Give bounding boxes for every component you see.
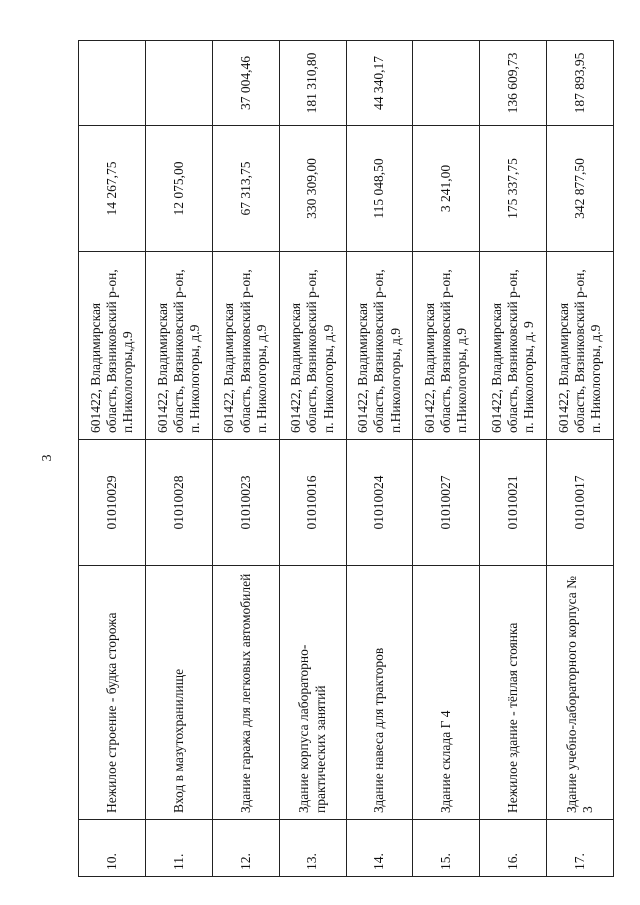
table-row (480, 41, 547, 877)
inventory-number: 01010027 (413, 440, 480, 566)
rotated-table-wrapper (78, 41, 614, 877)
table-row (547, 41, 614, 877)
value-1: 3 241,00 (413, 126, 480, 252)
value-1: 330 309,00 (279, 126, 346, 252)
inventory-number: 01010029 (79, 440, 146, 566)
row-number: 17. (547, 820, 614, 877)
table-row (79, 41, 146, 877)
table-row (346, 41, 413, 877)
object-name: Здание учебно-лабораторного корпуса № 3 (547, 566, 614, 820)
object-name: Нежилое строение - будка сторожа (79, 566, 146, 820)
inventory-number: 01010017 (547, 440, 614, 566)
inventory-number: 01010021 (480, 440, 547, 566)
row-number: 15. (413, 820, 480, 877)
object-name: Здание корпуса лабораторно-практических занятий (279, 566, 346, 820)
object-name: Вход в мазутохранилище (145, 566, 212, 820)
property-table (78, 40, 614, 877)
address: 601422, Владимирская область, Вязниковский р-он, п. Никологоры, д.9 (547, 252, 614, 440)
inventory-number: 01010024 (346, 440, 413, 566)
value-1: 12 075,00 (145, 126, 212, 252)
value-1: 115 048,50 (346, 126, 413, 252)
value-1: 67 313,75 (212, 126, 279, 252)
value-2: 136 609,73 (480, 41, 547, 126)
address: 601422, Владимирская область, Вязниковский р-он, п. Никологоры, д.9 (145, 252, 212, 440)
row-number: 14. (346, 820, 413, 877)
row-number: 11. (145, 820, 212, 877)
value-2: 187 893,95 (547, 41, 614, 126)
address: 601422, Владимирская область, Вязниковский р-он, п. Никологоры, д. 9 (480, 252, 547, 440)
object-name: Здание склада Г 4 (413, 566, 480, 820)
address: 601422, Владимирская область, Вязниковский р-он, п.Никологоры, д.9 (413, 252, 480, 440)
value-1: 342 877,50 (547, 126, 614, 252)
value-2 (413, 41, 480, 126)
row-number: 13. (279, 820, 346, 877)
page-number: 3 (40, 454, 55, 462)
address: 601422, Владимирская область, Вязниковский р-он, п.Никологоры, д.9 (346, 252, 413, 440)
row-number: 10. (79, 820, 146, 877)
value-2: 181 310,80 (279, 41, 346, 126)
table-row (212, 41, 279, 877)
address: 601422, Владимирская область, Вязниковский р-он, п. Никологоры, д.9 (212, 252, 279, 440)
value-2 (79, 41, 146, 126)
value-2 (145, 41, 212, 126)
inventory-number: 01010023 (212, 440, 279, 566)
object-name: Нежилое здание - тёплая стоянка (480, 566, 547, 820)
table-row (413, 41, 480, 877)
value-1: 14 267,75 (79, 126, 146, 252)
table-row (279, 41, 346, 877)
row-number: 16. (480, 820, 547, 877)
value-2: 44 340,17 (346, 41, 413, 126)
address: 601422, Владимирская область, Вязниковский р-он, п. Никологоры, д.9 (279, 252, 346, 440)
object-name: Здание навеса для тракторов (346, 566, 413, 820)
address: 601422, Владимирская область, Вязниковский р-он, п.Никологоры,д.9 (79, 252, 146, 440)
value-1: 175 337,75 (480, 126, 547, 252)
value-2: 37 004,46 (212, 41, 279, 126)
inventory-number: 01010016 (279, 440, 346, 566)
table-row (145, 41, 212, 877)
inventory-number: 01010028 (145, 440, 212, 566)
row-number: 12. (212, 820, 279, 877)
object-name: Здание гаража для легковых автомобилей (212, 566, 279, 820)
